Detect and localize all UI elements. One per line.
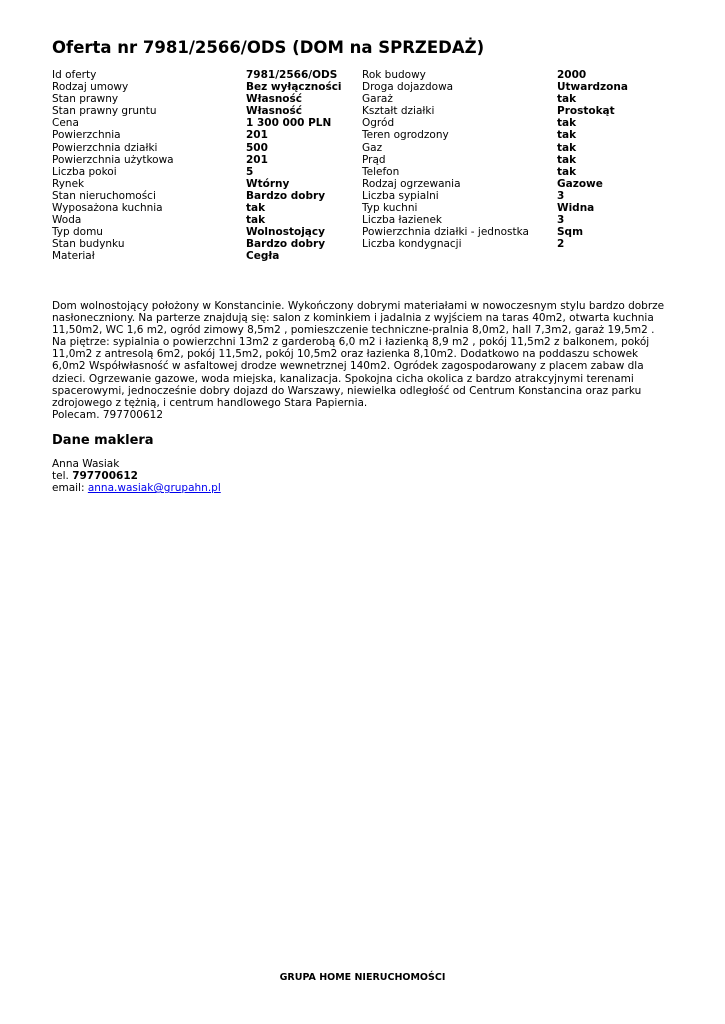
offer-description xyxy=(52,300,672,421)
agent-email-line xyxy=(52,482,221,494)
detail-label: Prąd xyxy=(362,153,386,166)
detail-value: Bardzo dobry xyxy=(246,238,326,251)
detail-label: Powierzchnia użytkowa xyxy=(52,153,174,166)
detail-label: Cena xyxy=(52,117,79,130)
detail-value: 3 xyxy=(557,189,565,202)
detail-label: Typ domu xyxy=(52,226,103,239)
description-paragraph: Polecam. 797700612 xyxy=(52,408,163,421)
detail-label: Typ kuchni xyxy=(362,202,418,215)
detail-label: Droga dojazdowa xyxy=(362,81,454,94)
detail-value: tak xyxy=(246,202,266,215)
detail-value: Własność xyxy=(246,93,302,106)
email-label: email: xyxy=(52,482,85,495)
agent-heading: Dane maklera xyxy=(52,433,154,448)
detail-label: Liczba łazienek xyxy=(362,214,442,227)
detail-label: Powierzchnia działki xyxy=(52,141,158,154)
detail-value: Bardzo dobry xyxy=(246,189,326,202)
detail-label: Rynek xyxy=(52,177,85,190)
detail-value: 2000 xyxy=(557,69,587,81)
detail-label: Liczba kondygnacji xyxy=(362,238,462,251)
detail-label: Stan prawny xyxy=(52,93,119,106)
agent-name: Anna Wasiak xyxy=(52,458,120,470)
detail-label: Materiał xyxy=(52,250,95,263)
detail-value: tak xyxy=(246,214,266,227)
detail-value: Bez wyłączności xyxy=(246,81,342,94)
detail-value: Utwardzona xyxy=(557,81,628,94)
detail-label: Ogród xyxy=(362,117,395,130)
detail-label: Stan budynku xyxy=(52,238,125,251)
detail-value: tak xyxy=(557,129,577,142)
detail-label: Id oferty xyxy=(52,69,97,81)
description-paragraph: Dom wolnostojący położony w Konstancinie. Wykończony dobrymi materiałami w nowoczesnym stylu bardzo dobrze nasłoneczniony. Na parterze znajdują się: salon z kominkiem i jadalnia z wyjściem na taras 40m2, otwarta kuchnia 11,50m2, WC 1,6 m2, ogród zimowy 8,5m2 , pomieszczenie techniczne-pralnia 8,0m2, hall 7,3m2, garaż 19,5m2 . xyxy=(52,300,665,337)
description-paragraph: Na piętrze: sypialnia o powierzchni 13m2 z garderobą 6,0 m2 i łazienką 8,9 m2 , pokój 11,5m2 z balkonem, pokój 11,0m2 z antresolą 6m2, pokój 11,5m2, pokój 10,5m2 oraz łazienka 8,10m2. Dodatkowo na poddaszu schowek 6,0m2 Współwłasność w asfaltowej drodze wewnetrznej 140m2. Ogródek zagospodarowany z placem zabaw dla dzieci. Ogrzewanie gazowe, woda miejska, kanalizacja. Spokojna cicha okolica z bardzo atrakcyjnymi terenami spacerowymi, jednocześnie dobry dojazd do Warszawy, niewielka odległość od Centrum Konstancina oraz parku zdrojowego z tężnią, i centrum handlowego Stara Papiernia. xyxy=(52,336,650,409)
detail-label: Powierzchnia xyxy=(52,129,121,142)
detail-value: tak xyxy=(557,93,577,106)
detail-value: tak xyxy=(557,141,577,154)
agent-contact xyxy=(52,458,221,494)
detail-label: Wyposażona kuchnia xyxy=(52,202,163,215)
detail-label: Stan prawny gruntu xyxy=(52,105,157,118)
detail-value: Wolnostojący xyxy=(246,226,325,239)
agent-phone-line xyxy=(52,470,221,482)
detail-label: Rodzaj ogrzewania xyxy=(362,177,461,190)
detail-value: Sqm xyxy=(557,226,584,239)
detail-value: Widna xyxy=(557,202,595,215)
detail-label: Powierzchnia działki - jednostka xyxy=(362,226,529,239)
agent-email-link[interactable]: anna.wasiak@grupahn.pl xyxy=(87,482,221,495)
detail-label: Garaż xyxy=(362,93,393,106)
detail-value: tak xyxy=(557,117,577,130)
offer-title: Oferta nr 7981/2566/ODS (DOM na SPRZEDAŻ) xyxy=(52,38,485,57)
detail-value: Cegła xyxy=(246,250,280,263)
phone-label: tel. xyxy=(52,470,69,483)
detail-label: Woda xyxy=(52,214,82,227)
detail-value: Gazowe xyxy=(557,177,603,190)
detail-label: Liczba pokoi xyxy=(52,165,117,178)
detail-label: Rodzaj umowy xyxy=(52,81,129,94)
detail-value: Prostokąt xyxy=(557,105,615,118)
detail-value: 7981/2566/ODS xyxy=(246,69,338,81)
detail-label: Liczba sypialni xyxy=(362,189,439,202)
detail-value: 3 xyxy=(557,214,565,227)
detail-label: Telefon xyxy=(362,165,400,178)
detail-value: tak xyxy=(557,153,577,166)
detail-value: Wtórny xyxy=(246,177,290,190)
detail-label: Gaz xyxy=(362,141,383,154)
detail-label: Stan nieruchomości xyxy=(52,189,156,202)
detail-value: 2 xyxy=(557,238,565,251)
detail-value: 5 xyxy=(246,165,254,178)
detail-label: Teren ogrodzony xyxy=(362,129,449,142)
detail-value: 1 300 000 PLN xyxy=(246,117,332,130)
detail-label: Rok budowy xyxy=(362,69,426,81)
detail-value: Własność xyxy=(246,105,302,118)
detail-value: tak xyxy=(557,165,577,178)
footer-company-name: GRUPA HOME NIERUCHOMOŚCI xyxy=(279,972,446,983)
detail-label: Kształt działki xyxy=(362,105,435,118)
agent-phone: 797700612 xyxy=(72,470,138,483)
detail-value: 500 xyxy=(246,141,268,154)
detail-value: 201 xyxy=(246,129,268,142)
detail-value: 201 xyxy=(246,153,268,166)
